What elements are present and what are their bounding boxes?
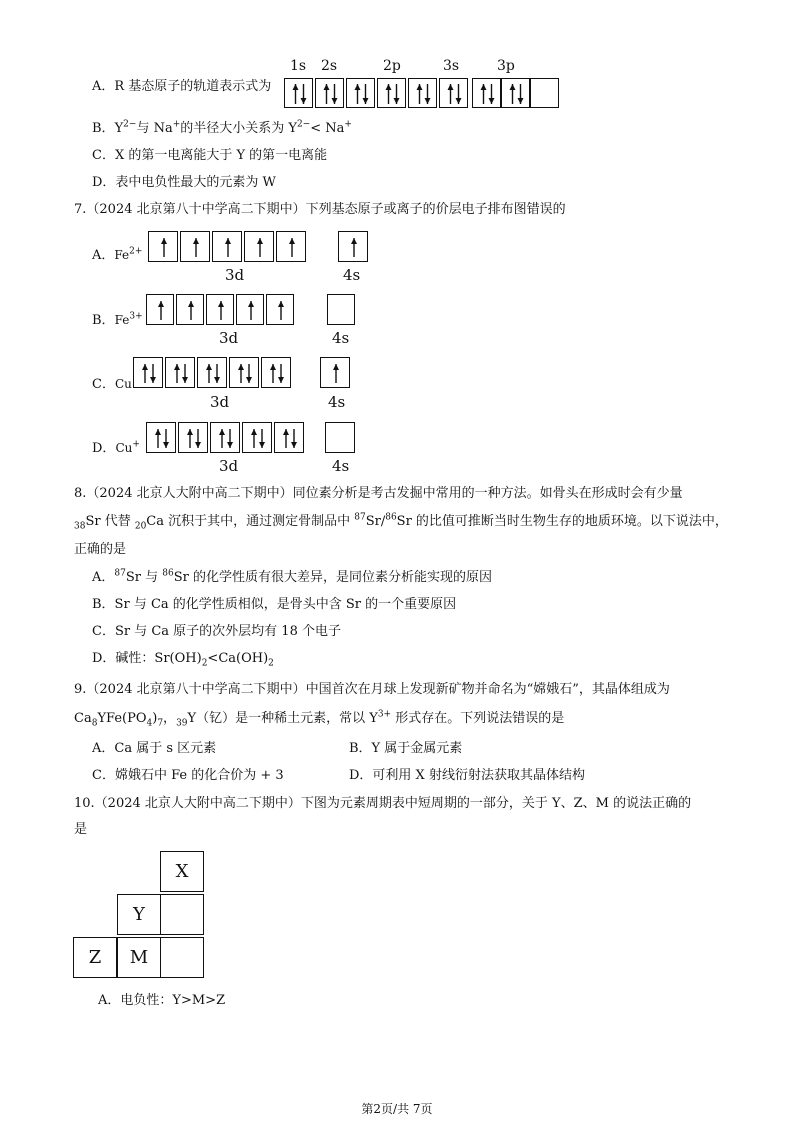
q8-d-mid: <Ca(OH) bbox=[207, 651, 269, 666]
q7-stem: 7.（2024 北京第八十中学高二下期中）下列基态原子或离子的价层电子排布图错误的 bbox=[74, 202, 566, 217]
q7-a-4s-box bbox=[338, 231, 368, 262]
q9-dot: ， bbox=[163, 711, 177, 726]
q8-sr: Sr bbox=[85, 514, 101, 529]
ion-charge: + bbox=[132, 439, 140, 450]
ion-symbol: Fe bbox=[114, 313, 130, 327]
r-orbital-box-3s bbox=[439, 78, 468, 108]
orbital-label-1s: 1s bbox=[290, 58, 307, 74]
ion-symbol: Cu bbox=[114, 377, 132, 391]
q9-rest: 形式存在。下列说法错误的是 bbox=[391, 711, 565, 726]
q9-yfe: YFe(PO bbox=[97, 711, 147, 726]
orbital-label-2s: 2s bbox=[321, 58, 338, 74]
q8-replace: 代替 bbox=[100, 514, 135, 529]
q7-b-3d-box-2 bbox=[176, 294, 204, 325]
r-orbital-box-2s bbox=[315, 78, 344, 108]
q6-b-na-charge2: + bbox=[344, 119, 352, 130]
label-3d: 3d bbox=[210, 393, 230, 411]
option-prefix: D． bbox=[92, 441, 116, 456]
q7-a-3d-box-5 bbox=[276, 231, 306, 262]
q10-line1: 10.（2024 北京人大附中高二下期中）下图为元素周期表中短周期的一部分，关于 Y、Z、M 的说法正确的 bbox=[74, 796, 692, 811]
cell-z: Z bbox=[73, 937, 117, 978]
q6-option-a-text: A．R 基态原子的轨道表示式为 bbox=[92, 79, 272, 94]
cell-x: X bbox=[160, 851, 204, 892]
orbital-label-3s: 3s bbox=[443, 58, 460, 74]
q7-a-3d-box-2 bbox=[180, 231, 210, 262]
q8-d-prefix: D．碱性：Sr(OH) bbox=[92, 651, 202, 666]
q9-y-charge: 3+ bbox=[377, 709, 392, 720]
q7-c-4s-box bbox=[320, 357, 350, 388]
q9-y: Y（钇）是一种稀土元素，常以 Y bbox=[187, 711, 378, 726]
label-4s: 4s bbox=[343, 266, 361, 284]
q7-b-3d-box-4 bbox=[236, 294, 264, 325]
label-4s: 4s bbox=[332, 457, 350, 475]
q7-c-3d-box-4 bbox=[229, 357, 259, 388]
q9-ca: Ca bbox=[74, 711, 92, 726]
q7-c-3d-box-1 bbox=[133, 357, 163, 388]
q7-option-a-label bbox=[92, 247, 142, 264]
r-orbital-box-2p-2 bbox=[377, 78, 406, 108]
ion-symbol: Cu bbox=[115, 441, 133, 455]
q6-b-mid: 与 Na bbox=[136, 121, 173, 136]
cell-y: Y bbox=[117, 894, 161, 935]
q7-d-3d-box-5 bbox=[274, 422, 304, 453]
r-orbital-box-3p-3 bbox=[530, 78, 559, 108]
q7-b-4s-box bbox=[327, 294, 355, 325]
option-prefix: B． bbox=[92, 313, 115, 328]
ion-charge: 2+ bbox=[129, 246, 143, 257]
q7-a-3d-box-4 bbox=[244, 231, 274, 262]
q6-b-mid2: 的半径大小关系为 Y bbox=[180, 121, 297, 136]
q8-line3: 正确的是 bbox=[74, 542, 127, 557]
q7-d-4s-box bbox=[325, 422, 355, 453]
q8-tail: 的比值可推断当时生物生存的地质环境。以下说法中， bbox=[411, 514, 728, 529]
page-footer: 第2页/共 7页 bbox=[361, 1102, 433, 1116]
option-prefix: C． bbox=[92, 377, 115, 392]
q7-b-3d-box-1 bbox=[146, 294, 174, 325]
q7-b-3d-box-5 bbox=[266, 294, 294, 325]
q7-d-3d-box-3 bbox=[210, 422, 240, 453]
q8-a-mid: Sr 与 bbox=[125, 570, 163, 585]
r-orbital-box-1s bbox=[284, 78, 313, 108]
q8-sr87: Sr/ bbox=[365, 514, 386, 529]
q7-c-3d-box-3 bbox=[197, 357, 227, 388]
q8-option-a bbox=[92, 570, 492, 586]
r-orbital-box-2p-3 bbox=[408, 78, 437, 108]
q8-mass-87: 87 bbox=[354, 512, 366, 523]
label-3d: 3d bbox=[219, 457, 239, 475]
q9-option-a: A．Ca 属于 s 区元素 bbox=[92, 741, 217, 756]
q9-option-b: B．Y 属于金属元素 bbox=[349, 741, 463, 756]
q9-sub7: 7 bbox=[157, 718, 164, 729]
cell-blank-2 bbox=[160, 937, 204, 978]
q8-ca: Ca bbox=[146, 514, 164, 529]
q8-line2 bbox=[74, 514, 728, 530]
q8-sr86: Sr bbox=[396, 514, 412, 529]
q9-y-atomic-number: 39 bbox=[176, 718, 188, 729]
q7-d-3d-box-4 bbox=[242, 422, 272, 453]
q10-option-a: A．电负性：Y>M>Z bbox=[98, 993, 226, 1008]
q9-line1: 9.（2024 北京第八十中学高二下期中）中国首次在月球上发现新矿物并命名为“嫦娥石”，其晶体组成为 bbox=[74, 682, 670, 697]
label-4s: 4s bbox=[332, 329, 350, 347]
label-3d: 3d bbox=[225, 266, 245, 284]
q9-close: ) bbox=[152, 711, 158, 726]
q8-rest: 沉积于其中，通过测定骨制品中 bbox=[164, 514, 355, 529]
q8-ca-atomic-number: 20 bbox=[134, 521, 147, 532]
q8-option-b: B．Sr 与 Ca 的化学性质相似，是骨头中含 Sr 的一个重要原因 bbox=[92, 597, 457, 612]
q7-d-3d-box-2 bbox=[178, 422, 208, 453]
q7-d-3d-box-1 bbox=[146, 422, 176, 453]
q8-a-prefix: A． bbox=[92, 570, 115, 585]
q7-c-3d-box-2 bbox=[165, 357, 195, 388]
r-orbital-box-2p-1 bbox=[346, 78, 375, 108]
q7-a-3d-box-3 bbox=[212, 231, 242, 262]
q9-option-c: C．嫦娥石中 Fe 的化合价为 + 3 bbox=[92, 768, 284, 783]
label-3d: 3d bbox=[219, 329, 239, 347]
r-orbital-box-3p-1 bbox=[472, 78, 501, 108]
cell-blank-1 bbox=[160, 894, 204, 935]
q6-option-d: D．表中电负性最大的元素为 W bbox=[92, 175, 276, 190]
q7-a-3d-box-1 bbox=[148, 231, 178, 262]
q7-c-3d-box-5 bbox=[261, 357, 291, 388]
q10-line2: 是 bbox=[74, 822, 88, 837]
q6-b-y-charge2: 2− bbox=[296, 119, 311, 130]
orbital-label-2p: 2p bbox=[383, 58, 401, 74]
q8-a-87: 87 bbox=[114, 568, 126, 579]
q7-b-3d-box-3 bbox=[206, 294, 234, 325]
q8-option-d bbox=[92, 651, 274, 667]
q7-option-c-label bbox=[92, 376, 132, 393]
q7-option-b-label bbox=[92, 312, 143, 329]
q8-option-c: C．Sr 与 Ca 原子的次外层均有 18 个电子 bbox=[92, 624, 341, 639]
orbital-label-3p: 3p bbox=[497, 58, 515, 74]
q9-line2 bbox=[74, 711, 564, 727]
option-prefix: A． bbox=[92, 248, 115, 263]
q9-sub4: 4 bbox=[146, 718, 153, 729]
q9-sub8: 8 bbox=[91, 718, 98, 729]
q7-option-d-label bbox=[92, 440, 140, 457]
ion-charge: 3+ bbox=[129, 311, 143, 322]
cell-m: M bbox=[117, 937, 161, 978]
ion-symbol: Fe bbox=[114, 248, 130, 262]
q9-option-d: D．可利用 X 射线衍射法获取其晶体结构 bbox=[349, 768, 585, 783]
q6-b-na-charge: + bbox=[172, 119, 181, 130]
q8-a-86: 86 bbox=[162, 568, 174, 579]
q8-a-rest: Sr 的化学性质有很大差异，是同位素分析能实现的原因 bbox=[173, 570, 492, 585]
q8-mass-86: 86 bbox=[385, 512, 397, 523]
q6-b-lt: < Na bbox=[310, 121, 345, 136]
q8-d-sub1: 2 bbox=[201, 658, 208, 669]
q6-b-prefix: B． bbox=[92, 121, 115, 136]
q6-option-c: C．X 的第一电离能大于 Y 的第一电离能 bbox=[92, 148, 328, 163]
label-4s: 4s bbox=[328, 393, 346, 411]
q8-line1: 8.（2024 北京人大附中高二下期中）同位素分析是考古发掘中常用的一种方法。如骨头在形成时会有少量 bbox=[74, 486, 683, 501]
q8-sr-atomic-number: 38 bbox=[74, 521, 86, 532]
q6-b-y-charge: 2− bbox=[123, 119, 137, 130]
q6-b-y: Y bbox=[114, 121, 124, 136]
q6-option-b bbox=[92, 121, 352, 137]
r-orbital-box-3p-2 bbox=[501, 78, 530, 108]
q8-d-sub2: 2 bbox=[268, 658, 274, 669]
